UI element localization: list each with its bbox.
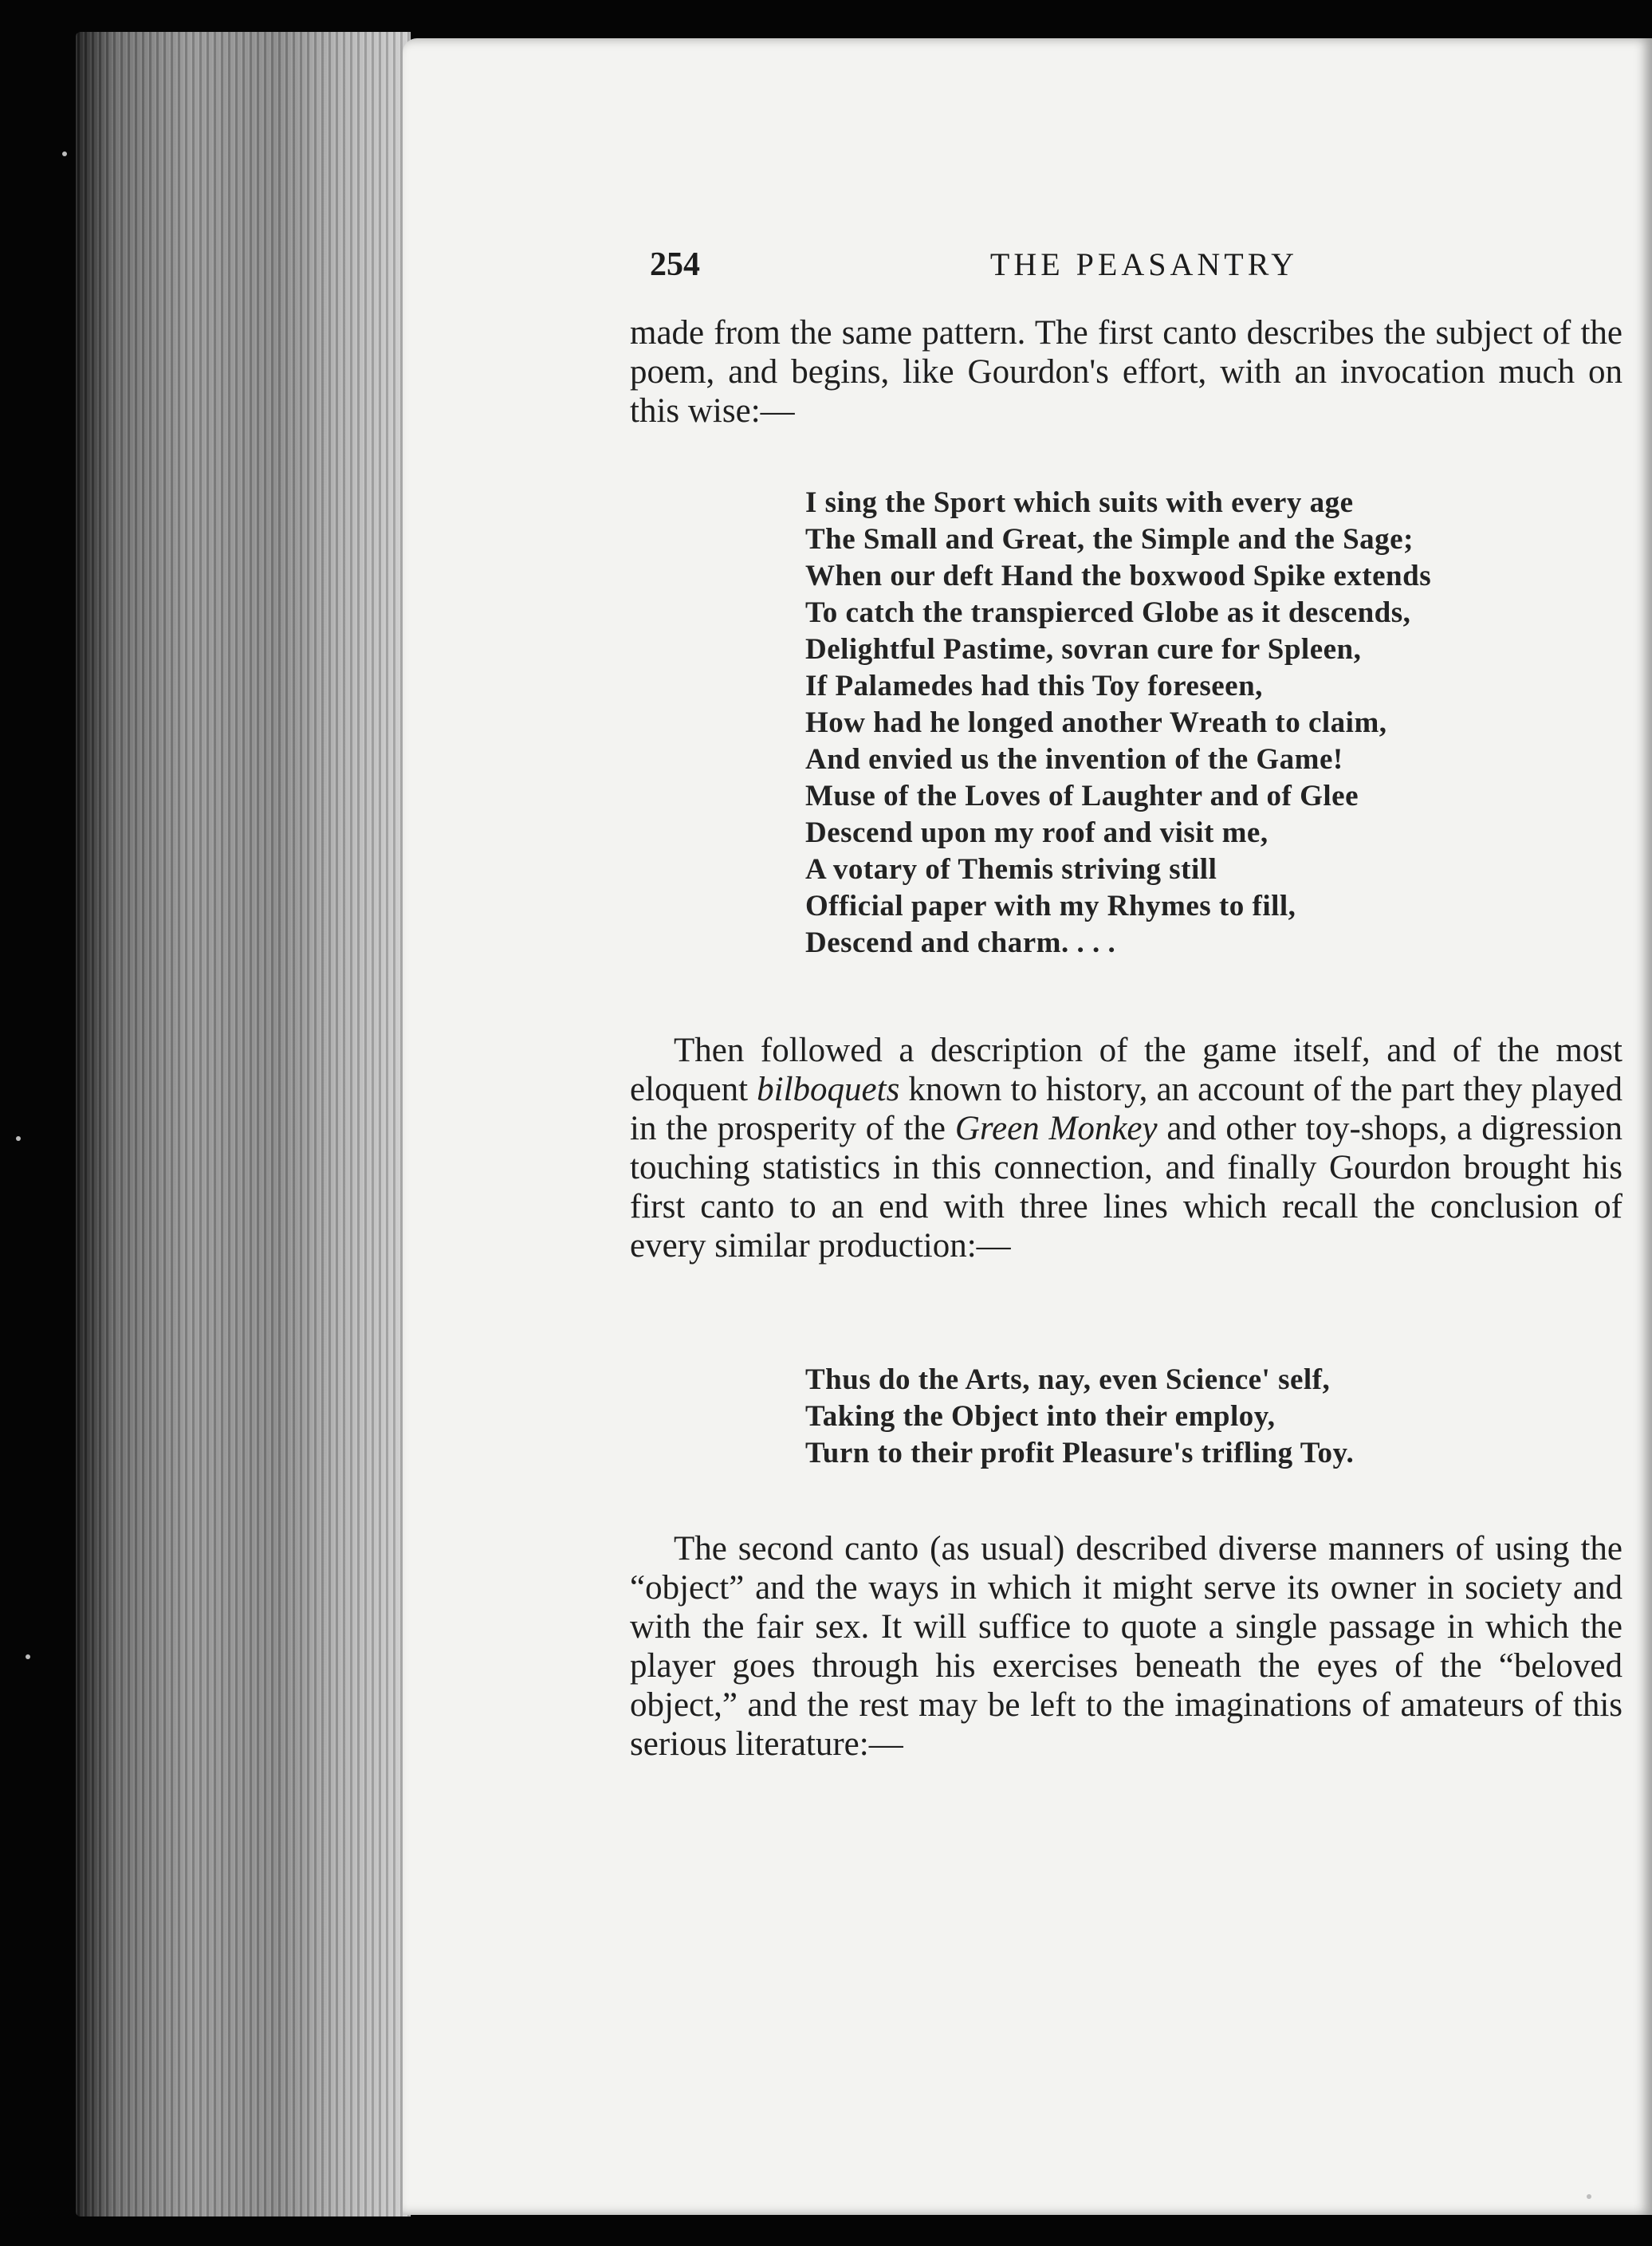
paragraph-2-part: Then followed a description of the game itself, and of the most eloquent bbox=[630, 1032, 1622, 1108]
verse-line: A votary of Themis striving still bbox=[805, 853, 1217, 886]
italic-term: Green Monkey bbox=[954, 1110, 1158, 1147]
paragraph-3-text: The second canto (as usual) described diverse manners of using the “object” and the ways in which it might serve its owner in society and with the fair sex. It will suffice to quote a single passage in which the player goes through his exercises beneath the eyes of the “beloved object,” and the rest may be left to the imaginations of amateurs of this serious literature:— bbox=[630, 1530, 1622, 1763]
paragraph-1-text: made from the same pattern. The first canto describes the subject of the poem, and begins, like Gourdon's effort, with an invocation much on this wise:— bbox=[630, 314, 1622, 430]
verse-line: Taking the Object into their employ, bbox=[805, 1400, 1276, 1433]
verse-block-2 bbox=[805, 1362, 1354, 1472]
book-page bbox=[403, 38, 1652, 2215]
verse-line: The Small and Great, the Simple and the Sage; bbox=[805, 523, 1414, 556]
paragraph-3 bbox=[630, 1529, 1622, 1764]
verse-line: Delightful Pastime, sovran cure for Spleen, bbox=[805, 633, 1362, 666]
paragraph-2 bbox=[630, 1031, 1622, 1265]
verse-block-1 bbox=[805, 485, 1431, 962]
scan-speck bbox=[26, 1654, 30, 1659]
book-page-edges bbox=[76, 32, 411, 2216]
verse-line: To catch the transpierced Globe as it descends, bbox=[805, 596, 1411, 629]
verse-line: Turn to their profit Pleasure's trifling Toy. bbox=[805, 1437, 1355, 1469]
italic-term: bilboquets bbox=[757, 1071, 900, 1108]
paragraph-2-part: known to history, an account of the part they played in the prosperity of the bbox=[630, 1071, 1622, 1147]
verse-line: Descend upon my roof and visit me, bbox=[805, 816, 1268, 849]
verse-line: Thus do the Arts, nay, even Science' self, bbox=[805, 1363, 1331, 1396]
scan-speck bbox=[62, 151, 67, 156]
page-title: THE PEASANTRY bbox=[989, 246, 1299, 282]
paragraph-2-part: and other toy-shops, a digression touching statistics in this connection, and finally Gourdon brought his first canto to an end with three lines which recall the conclusion of every similar production:— bbox=[630, 1110, 1622, 1265]
verse-line: I sing the Sport which suits with every age bbox=[805, 486, 1354, 519]
verse-line: When our deft Hand the boxwood Spike extends bbox=[805, 560, 1432, 592]
scan-speck bbox=[16, 1136, 21, 1141]
paragraph-1 bbox=[630, 313, 1622, 431]
verse-line: Descend and charm. . . . bbox=[805, 926, 1116, 959]
running-head bbox=[650, 246, 1638, 293]
paragraph-2-text bbox=[630, 1031, 1622, 1265]
verse-line: If Palamedes had this Toy foreseen, bbox=[805, 670, 1263, 702]
verse-line: And envied us the invention of the Game! bbox=[805, 743, 1343, 776]
verse-line: Official paper with my Rhymes to fill, bbox=[805, 890, 1296, 922]
verse-line: How had he longed another Wreath to claim, bbox=[805, 706, 1387, 739]
scan-speck bbox=[1587, 2194, 1591, 2199]
verse-line: Muse of the Loves of Laughter and of Glee bbox=[805, 780, 1359, 812]
page-number: 254 bbox=[650, 246, 700, 283]
